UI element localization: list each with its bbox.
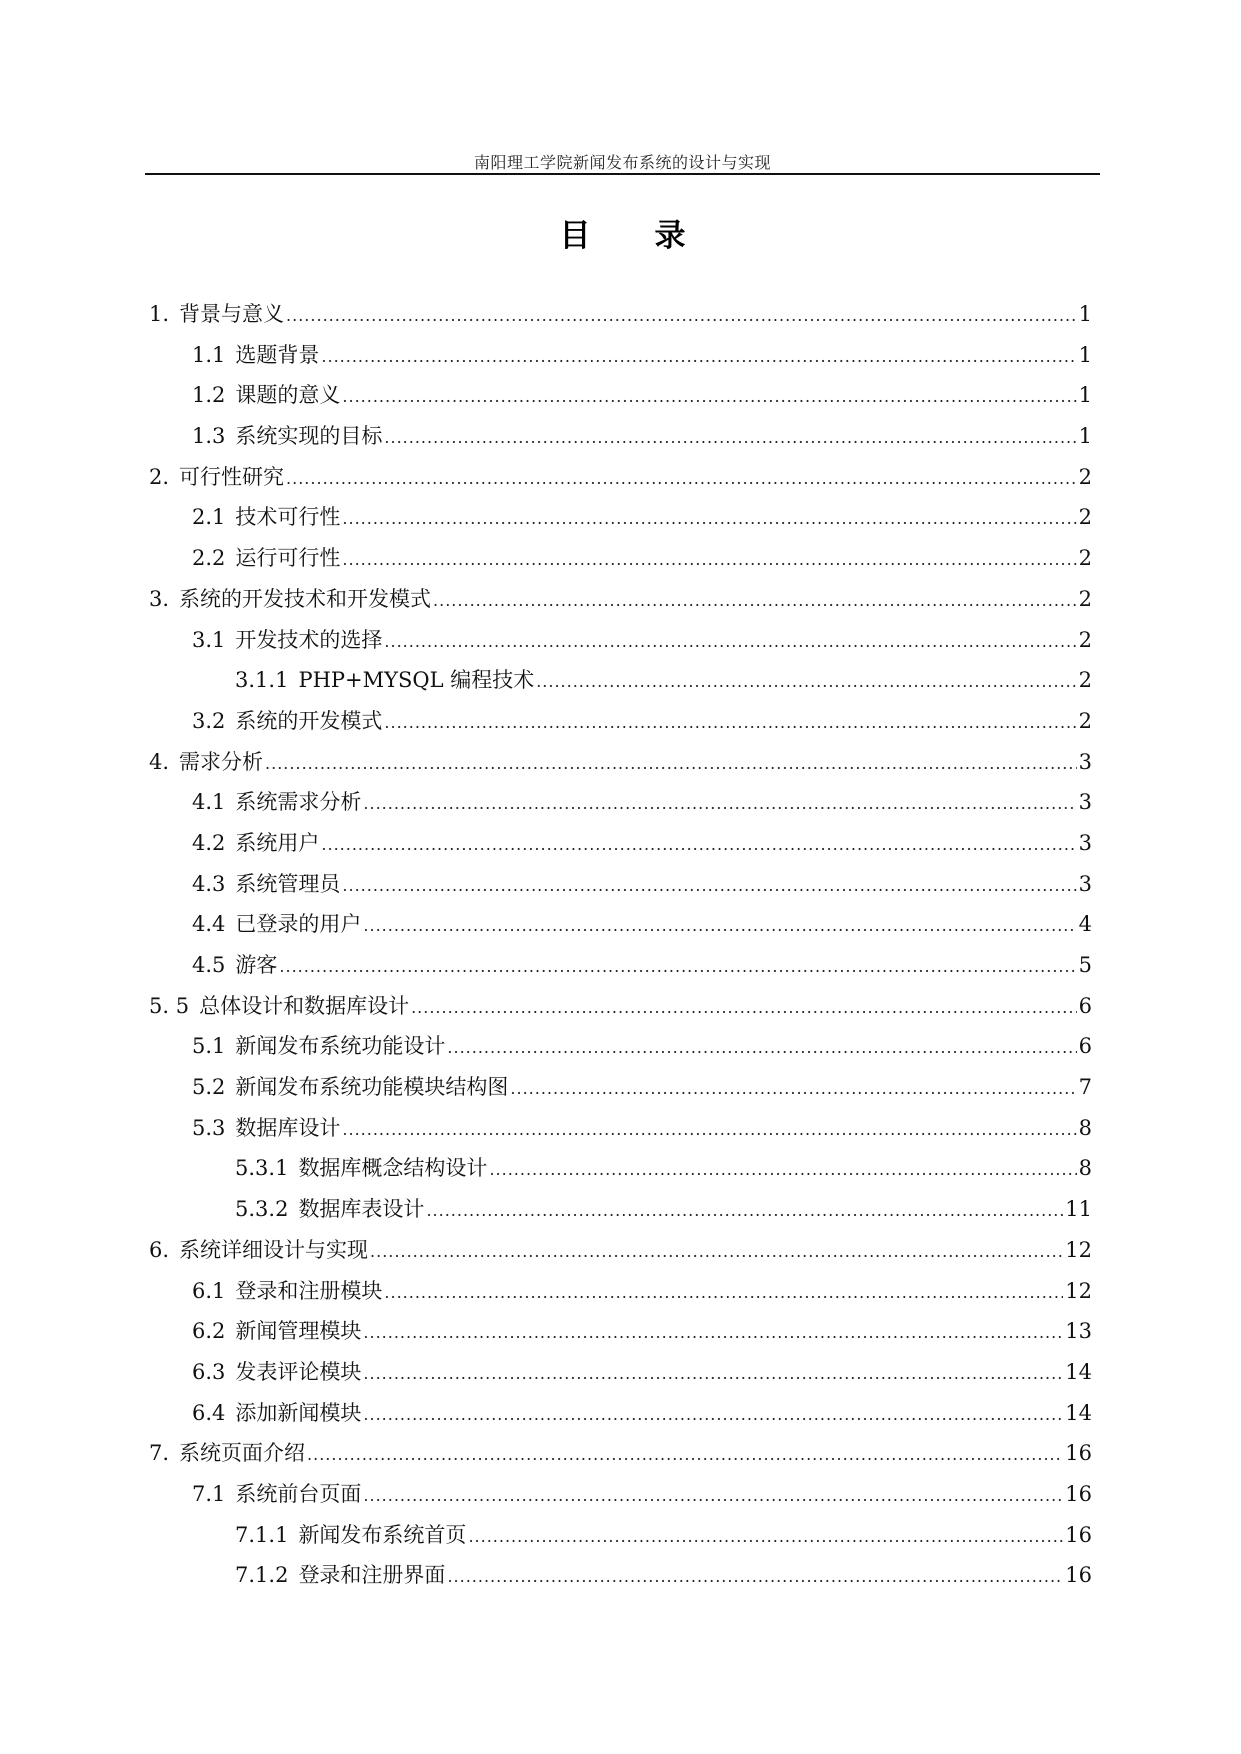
toc-entry-title: 背景与意义 <box>179 302 285 326</box>
toc-entry[interactable] <box>149 786 1092 827</box>
toc-entry[interactable] <box>149 624 1092 665</box>
toc-entry-number: 5.3.2 <box>235 1197 289 1222</box>
toc-entry-page-number: 7 <box>1078 1075 1092 1100</box>
toc-entry-number: 1.1 <box>192 342 226 367</box>
toc-entry-number: 5. 5 <box>149 993 190 1018</box>
toc-entry-page-number: 16 <box>1065 1522 1092 1547</box>
toc-entry-page-number: 1 <box>1078 342 1092 367</box>
toc-entry[interactable] <box>149 461 1092 502</box>
toc-entry-page-number: 3 <box>1078 871 1092 896</box>
toc-dot-leader <box>363 916 1076 935</box>
toc-entry[interactable] <box>149 583 1092 624</box>
toc-entry-page-number: 5 <box>1078 953 1092 977</box>
toc-entry-number: 4.5 <box>192 953 226 977</box>
toc-entry-page-number: 2 <box>1078 708 1092 733</box>
toc-entry-number: 5.1 <box>192 1034 226 1059</box>
toc-entry-title: 运行可行性 <box>235 546 341 571</box>
toc-entry-title: 新闻发布系统功能设计 <box>235 1034 446 1059</box>
toc-entry[interactable] <box>149 1275 1092 1316</box>
toc-entry-number: 4.3 <box>192 871 226 896</box>
toc-entry[interactable] <box>149 1519 1092 1560</box>
toc-entry-number: 1. <box>149 302 170 326</box>
toc-entry-title: 总体设计和数据库设计 <box>199 993 410 1018</box>
toc-dot-leader <box>342 876 1076 895</box>
toc-entry[interactable] <box>149 1356 1092 1397</box>
toc-entry[interactable] <box>149 298 1092 339</box>
toc-entry-title: 新闻管理模块 <box>235 1319 362 1344</box>
toc-dot-leader <box>433 591 1077 610</box>
toc-entry-title: 系统前台页面 <box>235 1481 362 1506</box>
toc-entry-page-number: 2 <box>1078 586 1092 611</box>
toc-entry-page-number: 1 <box>1078 383 1092 408</box>
toc-entry-number: 1.3 <box>192 424 226 449</box>
toc-entry-number: 4.4 <box>192 912 226 937</box>
toc-entry[interactable] <box>149 908 1092 949</box>
toc-dot-leader <box>342 1120 1076 1139</box>
toc-dot-leader <box>279 957 1076 976</box>
toc-entry-number: 3.1.1 <box>235 668 289 693</box>
toc-entry-title: 系统用户 <box>235 830 320 855</box>
toc-entry-title: 新闻发布系统首页 <box>298 1522 467 1547</box>
toc-entry[interactable] <box>149 542 1092 583</box>
toc-dot-leader <box>411 998 1077 1017</box>
toc-entry-page-number: 16 <box>1065 1481 1092 1506</box>
toc-dot-leader <box>321 835 1076 854</box>
toc-entry-number: 7.1.2 <box>235 1563 289 1588</box>
toc-entry-title: 开发技术的选择 <box>235 627 383 652</box>
toc-dot-leader <box>384 713 1076 732</box>
toc-entry[interactable] <box>149 1112 1092 1153</box>
toc-entry-page-number: 16 <box>1065 1563 1092 1588</box>
toc-entry[interactable] <box>149 868 1092 909</box>
toc-dot-leader <box>342 387 1076 406</box>
toc-entry[interactable] <box>149 746 1092 787</box>
toc-entry[interactable] <box>149 664 1092 705</box>
toc-entry-title: 系统页面介绍 <box>179 1441 306 1466</box>
toc-entry-page-number: 8 <box>1078 1115 1092 1140</box>
toc-entry-page-number: 12 <box>1065 1237 1092 1262</box>
toc-entry[interactable] <box>149 1234 1092 1275</box>
running-header: 南阳理工学院新闻发布系统的设计与实现 <box>473 153 771 172</box>
toc-entry-title: 系统管理员 <box>235 871 341 896</box>
toc-entry-page-number: 16 <box>1065 1441 1092 1466</box>
toc-entry-number: 5.3.1 <box>235 1156 289 1181</box>
toc-entry[interactable] <box>149 705 1092 746</box>
toc-entry[interactable] <box>149 339 1092 380</box>
toc-entry-number: 6.3 <box>192 1359 226 1384</box>
toc-dot-leader <box>286 306 1077 325</box>
toc-entry-number: 7. <box>149 1441 170 1466</box>
toc-dot-leader <box>447 1038 1076 1057</box>
toc-entry[interactable] <box>149 949 1092 990</box>
toc-entry-page-number: 3 <box>1078 830 1092 855</box>
header-rule <box>145 173 1100 175</box>
toc-entry-title: 可行性研究 <box>179 464 285 489</box>
toc-entry[interactable] <box>149 1559 1092 1600</box>
toc-entry-title: 课题的意义 <box>235 383 341 408</box>
toc-entry-title: 系统的开发技术和开发模式 <box>179 586 432 611</box>
toc-dot-leader <box>342 550 1076 569</box>
toc-dot-leader <box>307 1445 1063 1464</box>
toc-dot-leader <box>363 1364 1063 1383</box>
toc-entry-title: 发表评论模块 <box>235 1359 362 1384</box>
toc-entry-title: 技术可行性 <box>235 505 341 530</box>
toc-entry[interactable] <box>149 379 1092 420</box>
toc-entry[interactable] <box>149 1478 1092 1519</box>
toc-entry[interactable] <box>149 501 1092 542</box>
toc-entry-page-number: 4 <box>1078 912 1092 937</box>
toc-entry[interactable] <box>149 1437 1092 1478</box>
toc-entry-number: 6.1 <box>192 1278 226 1303</box>
toc-entry-number: 7.1 <box>192 1481 226 1506</box>
toc-entry-title: 登录和注册界面 <box>298 1563 446 1588</box>
toc-entry-number: 3. <box>149 586 170 611</box>
toc-entry-number: 5.3 <box>192 1115 226 1140</box>
toc-dot-leader <box>468 1527 1063 1546</box>
toc-entry-number: 2.2 <box>192 546 226 571</box>
toc-entry-page-number: 13 <box>1065 1319 1092 1344</box>
toc-entry[interactable] <box>149 1397 1092 1438</box>
toc-entry-page-number: 12 <box>1065 1278 1092 1303</box>
toc-dot-leader <box>363 1323 1063 1342</box>
toc-entry[interactable] <box>149 1152 1092 1193</box>
toc-dot-leader <box>286 469 1077 488</box>
toc-entry-number: 6.2 <box>192 1319 226 1344</box>
toc-entry-title: 需求分析 <box>179 749 264 774</box>
toc-entry-number: 3.1 <box>192 627 226 652</box>
toc-entry-page-number: 1 <box>1078 302 1092 326</box>
toc-entry-title: 系统的开发模式 <box>235 708 383 733</box>
toc-dot-leader <box>363 1486 1063 1505</box>
toc-entry-number: 5.2 <box>192 1075 226 1100</box>
toc-entry[interactable] <box>149 1315 1092 1356</box>
toc-entry[interactable] <box>149 827 1092 868</box>
toc-entry-number: 6.4 <box>192 1400 226 1425</box>
toc-entry-page-number: 2 <box>1078 668 1092 693</box>
toc-dot-leader <box>384 1283 1063 1302</box>
toc-entry-title: 系统详细设计与实现 <box>179 1237 369 1262</box>
toc-dot-leader <box>536 672 1076 691</box>
toc-entry-page-number: 14 <box>1065 1400 1092 1425</box>
toc-entry-title: 新闻发布系统功能模块结构图 <box>235 1075 509 1100</box>
toc-dot-leader <box>265 754 1077 773</box>
toc-entry-title: 数据库设计 <box>235 1115 341 1140</box>
toc-entry-number: 4.2 <box>192 830 226 855</box>
toc-entry-title: 已登录的用户 <box>235 912 362 937</box>
toc-entry-page-number: 2 <box>1078 505 1092 530</box>
toc-entry-page-number: 6 <box>1078 1034 1092 1059</box>
toc-entry-number: 7.1.1 <box>235 1522 289 1547</box>
toc-dot-leader <box>447 1567 1063 1586</box>
toc-entry[interactable] <box>149 1030 1092 1071</box>
toc-entry-page-number: 1 <box>1078 424 1092 449</box>
toc-entry-number: 2. <box>149 464 170 489</box>
toc-entry-title: 数据库概念结构设计 <box>298 1156 488 1181</box>
toc-entry-page-number: 14 <box>1065 1359 1092 1384</box>
toc-entry-page-number: 2 <box>1078 464 1092 489</box>
toc-entry-page-number: 11 <box>1065 1197 1092 1222</box>
toc-dot-leader <box>426 1201 1063 1220</box>
toc-entry-page-number: 2 <box>1078 546 1092 571</box>
table-of-contents <box>149 298 1092 1600</box>
toc-entry[interactable] <box>149 1193 1092 1234</box>
toc-dot-leader <box>363 794 1076 813</box>
toc-dot-leader <box>510 1079 1076 1098</box>
toc-dot-leader <box>363 1405 1063 1424</box>
toc-entry-page-number: 2 <box>1078 627 1092 652</box>
toc-dot-leader <box>321 347 1076 366</box>
toc-entry-page-number: 6 <box>1078 993 1092 1018</box>
toc-dot-leader <box>384 632 1076 651</box>
toc-entry-page-number: 3 <box>1078 749 1092 774</box>
toc-dot-leader <box>342 509 1076 528</box>
toc-entry-title: 数据库表设计 <box>298 1197 425 1222</box>
toc-entry[interactable] <box>149 1071 1092 1112</box>
toc-entry-title: 选题背景 <box>235 342 320 367</box>
toc-entry[interactable] <box>149 990 1092 1031</box>
toc-entry-number: 4.1 <box>192 790 226 815</box>
toc-entry-title: 登录和注册模块 <box>235 1278 383 1303</box>
toc-entry-number: 2.1 <box>192 505 226 530</box>
toc-entry-number: 4. <box>149 749 170 774</box>
toc-title: 目录 <box>559 218 750 254</box>
toc-dot-leader <box>370 1242 1063 1261</box>
toc-entry-title: 系统实现的目标 <box>235 424 383 449</box>
toc-entry-title: PHP+MYSQL 编程技术 <box>298 668 535 693</box>
toc-entry-page-number: 8 <box>1078 1156 1092 1181</box>
toc-entry-title: 系统需求分析 <box>235 790 362 815</box>
toc-dot-leader <box>384 428 1076 447</box>
toc-entry-title: 添加新闻模块 <box>235 1400 362 1425</box>
toc-entry-number: 3.2 <box>192 708 226 733</box>
toc-entry-title: 游客 <box>235 953 278 977</box>
toc-dot-leader <box>489 1160 1076 1179</box>
toc-entry-number: 1.2 <box>192 383 226 408</box>
toc-entry[interactable] <box>149 420 1092 461</box>
toc-entry-page-number: 3 <box>1078 790 1092 815</box>
toc-entry-number: 6. <box>149 1237 170 1262</box>
